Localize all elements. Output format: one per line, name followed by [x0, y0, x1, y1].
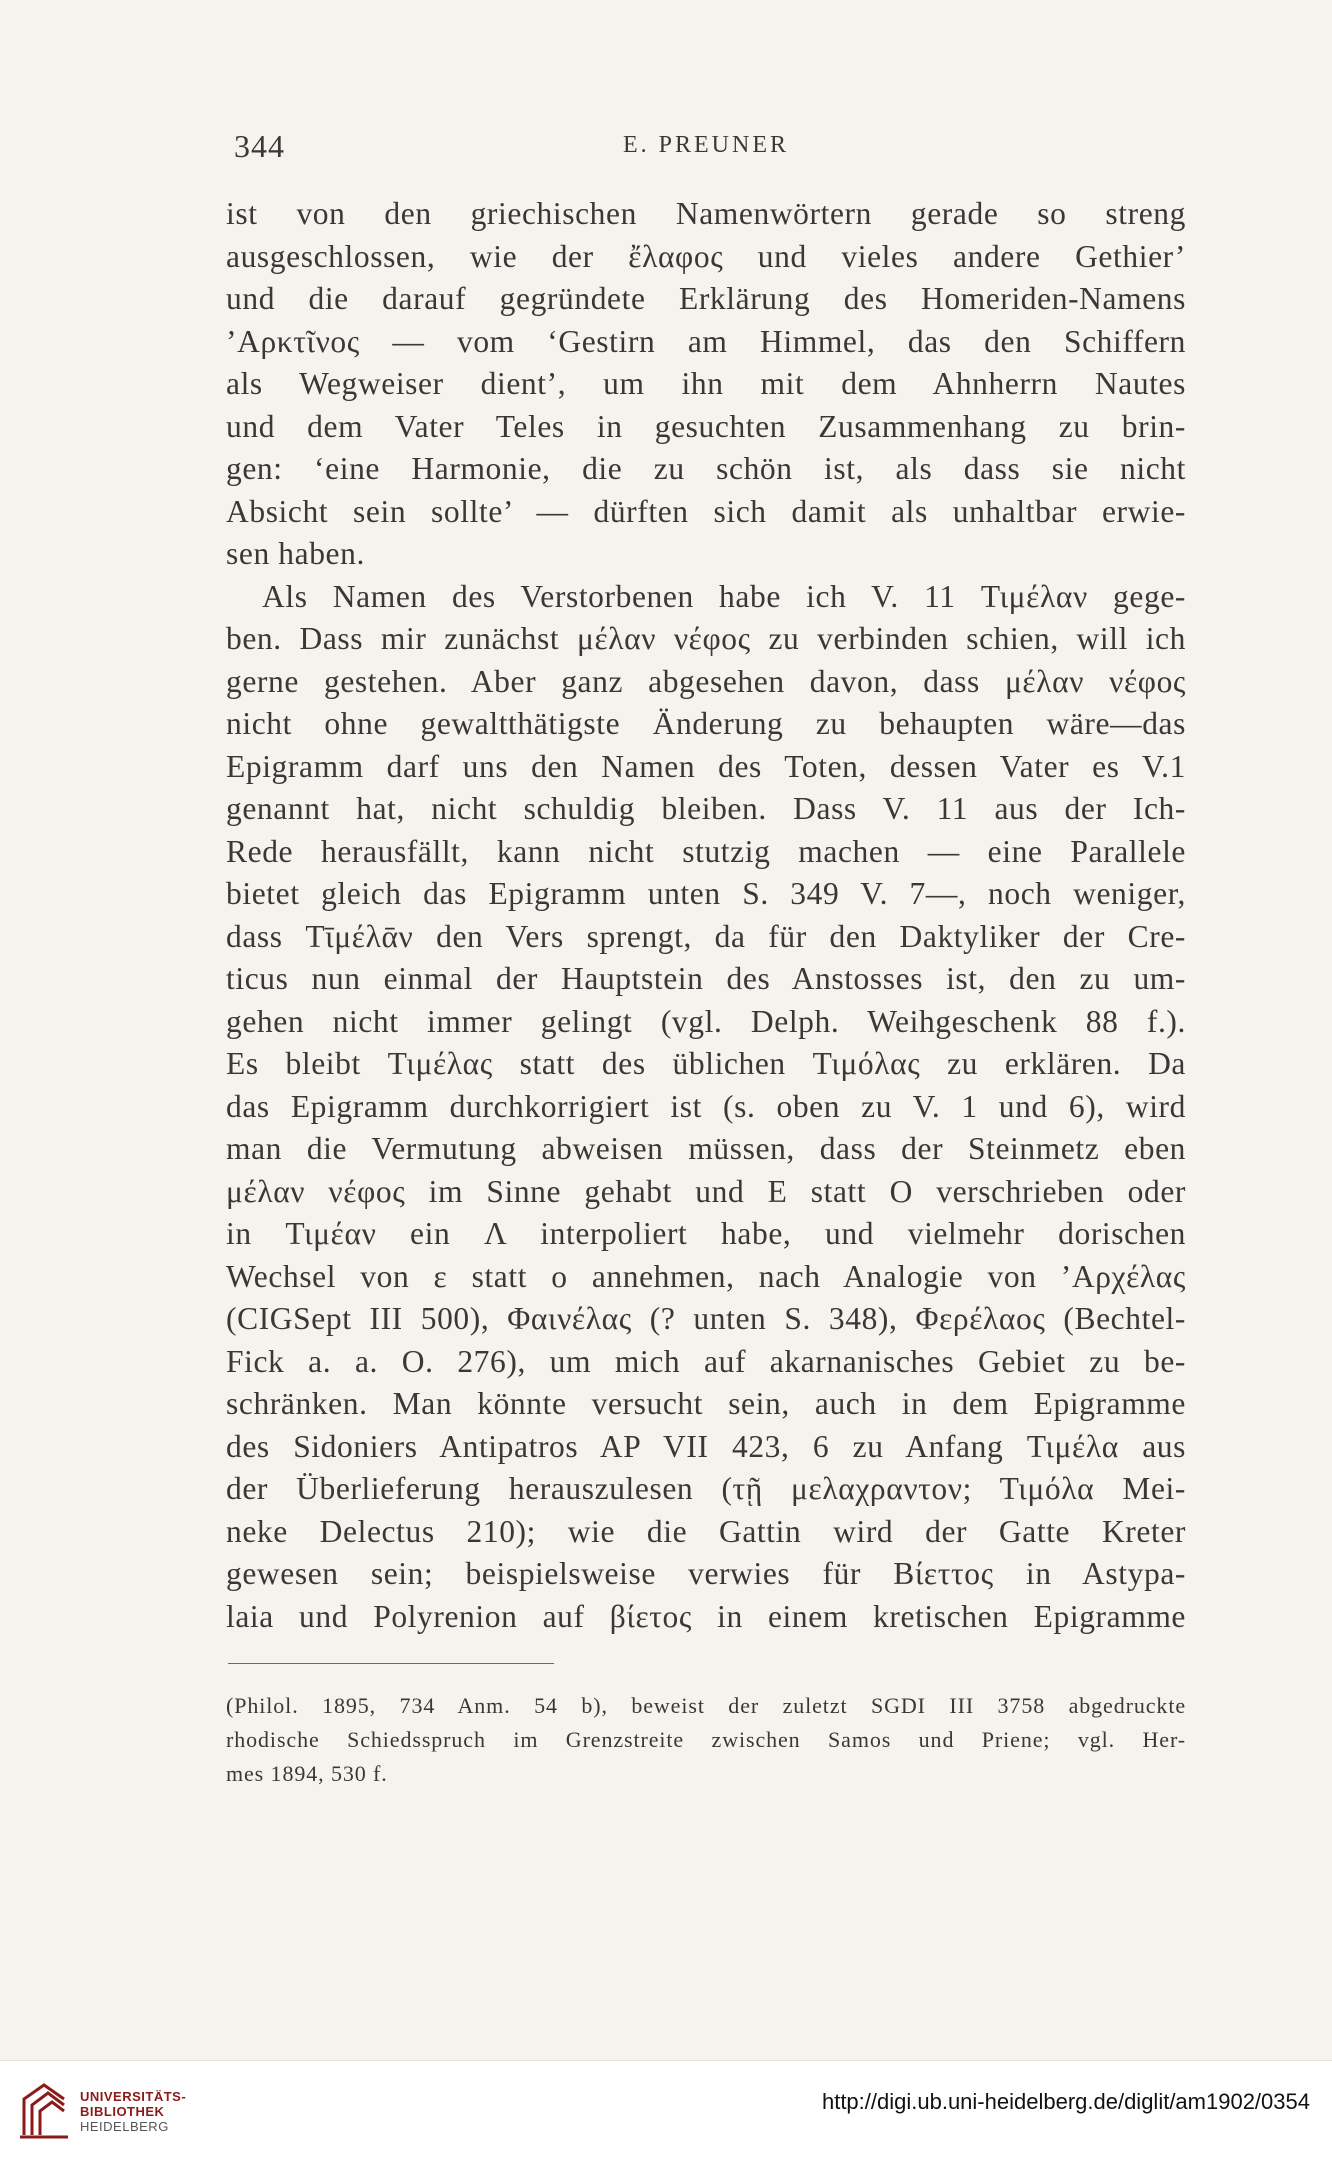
footnote: [226, 1689, 1186, 1791]
text-line: laia und Polyrenion auf βίετος in einem kretischen Epigramme: [226, 1598, 1186, 1634]
institution-line: HEIDELBERG: [80, 2119, 169, 2134]
text-line: ben. Dass mir zunächst μέλαν νέφος zu verbinden schien, will ich: [226, 621, 1186, 656]
running-head: E. PREUNER: [622, 132, 789, 158]
text-line: bietet gleich das Epigramm unten S. 349 V. 7—, noch weniger,: [226, 876, 1186, 911]
text-line: Als Namen des Verstorbenen habe ich V. 11 Τιμέλαν gege-: [262, 578, 1186, 614]
text-line: und die darauf gegründete Erklärung des Homeriden-Namens: [226, 281, 1186, 316]
text-line: das Epigramm durchkorrigiert ist (s. oben zu V. 1 und 6), wird: [226, 1088, 1186, 1124]
page-number: 344: [234, 128, 285, 164]
footnote-line: mes 1894, 530 f.: [226, 1761, 388, 1786]
footnote-line: rhodische Schiedsspruch im Grenzstreite zwischen Samos und Priene; vgl. Her-: [226, 1727, 1186, 1752]
footnote-rule: [228, 1663, 554, 1664]
text-line: neke Delectus 210); wie die Gattin wird der Gatte Kreter: [226, 1513, 1186, 1549]
text-line: gerne gestehen. Aber ganz abgesehen davon, dass μέλαν νέφος: [226, 663, 1186, 699]
text-line: ’Αρκτῖνος — vom ‘Gestirn am Himmel, das den Schiffern: [226, 323, 1186, 359]
text-line: der Überlieferung herauszulesen (τῇ μελαχραντον; Τιμόλα Mei-: [226, 1471, 1186, 1506]
page-header: [226, 128, 1186, 168]
text-line: sen haben.: [226, 536, 365, 571]
text-line: Es bleibt Τιμέλας statt des üblichen Τιμόλας zu erklären. Da: [226, 1046, 1186, 1081]
text-line: Fick a. a. O. 276), um mich auf akarnanisches Gebiet zu be-: [226, 1343, 1186, 1379]
text-line: genannt hat, nicht schuldig bleiben. Dass V. 11 aus der Ich-: [226, 791, 1186, 826]
text-line: ist von den griechischen Namenwörtern gerade so streng: [226, 196, 1186, 231]
text-line: gewesen sein; beispielsweise verwies für Βίεττος in Astypa-: [226, 1556, 1186, 1591]
library-logo-icon[interactable]: [14, 2077, 74, 2143]
footnote-line: (Philol. 1895, 734 Anm. 54 b), beweist der zuletzt SGDI III 3758 abgedruckte: [226, 1693, 1186, 1718]
body-text: [226, 193, 1186, 1638]
viewer-footer: [0, 2060, 1332, 2159]
text-line: dass Τῑμέλᾱν den Vers sprengt, da für den Daktyliker der Cre-: [226, 918, 1186, 954]
text-line: Epigramm darf uns den Namen des Toten, dessen Vater es V.1: [226, 748, 1186, 784]
text-line: gehen nicht immer gelingt (vgl. Delph. Weihgeschenk 88 f.).: [226, 1003, 1186, 1039]
text-line: Wechsel von ε statt ο annehmen, nach Analogie von ’Αρχέλας: [226, 1258, 1186, 1294]
text-line: und dem Vater Teles in gesuchten Zusammenhang zu brin-: [226, 408, 1186, 444]
text-line: als Wegweiser dient’, um ihn mit dem Ahnherrn Nautes: [226, 366, 1186, 401]
text-line: μέλαν νέφος im Sinne gehabt und Ε statt Ο verschrieben oder: [226, 1173, 1186, 1209]
permalink-url[interactable]: http://digi.ub.uni-heidelberg.de/diglit/am1902/0354: [821, 2089, 1310, 2114]
text-line: Absicht sein sollte’ — dürften sich damit als unhaltbar erwie-: [226, 493, 1186, 529]
text-line: nicht ohne gewaltthätigste Änderung zu behaupten wäre—das: [226, 706, 1186, 741]
text-line: in Τιμέαν ein Λ interpoliert habe, und vielmehr dorischen: [226, 1216, 1186, 1251]
text-line: ticus nun einmal der Hauptstein des Anstosses ist, den zu um-: [226, 961, 1186, 996]
text-line: des Sidoniers Antipatros AP VII 423, 6 zu Anfang Τιμέλα aus: [226, 1428, 1186, 1464]
text-line: (CIGSept III 500), Φαινέλας (? unten S. 348), Φερέλαος (Bechtel-: [226, 1301, 1186, 1336]
text-line: schränken. Man könnte versucht sein, auch in dem Epigramme: [226, 1386, 1186, 1421]
text-line: Rede herausfällt, kann nicht stutzig machen — eine Parallele: [226, 833, 1186, 869]
institution-line: UNIVERSITÄTS-: [80, 2089, 187, 2104]
text-line: ausgeschlossen, wie der ἔλαφος und vieles andere Gethier’: [226, 238, 1186, 274]
text-line: gen: ‘eine Harmonie, die zu schön ist, als dass sie nicht: [226, 451, 1186, 486]
text-line: man die Vermutung abweisen müssen, dass der Steinmetz eben: [226, 1131, 1186, 1166]
institution-name: [80, 2089, 186, 2134]
institution-line: BIBLIOTHEK: [80, 2104, 165, 2119]
